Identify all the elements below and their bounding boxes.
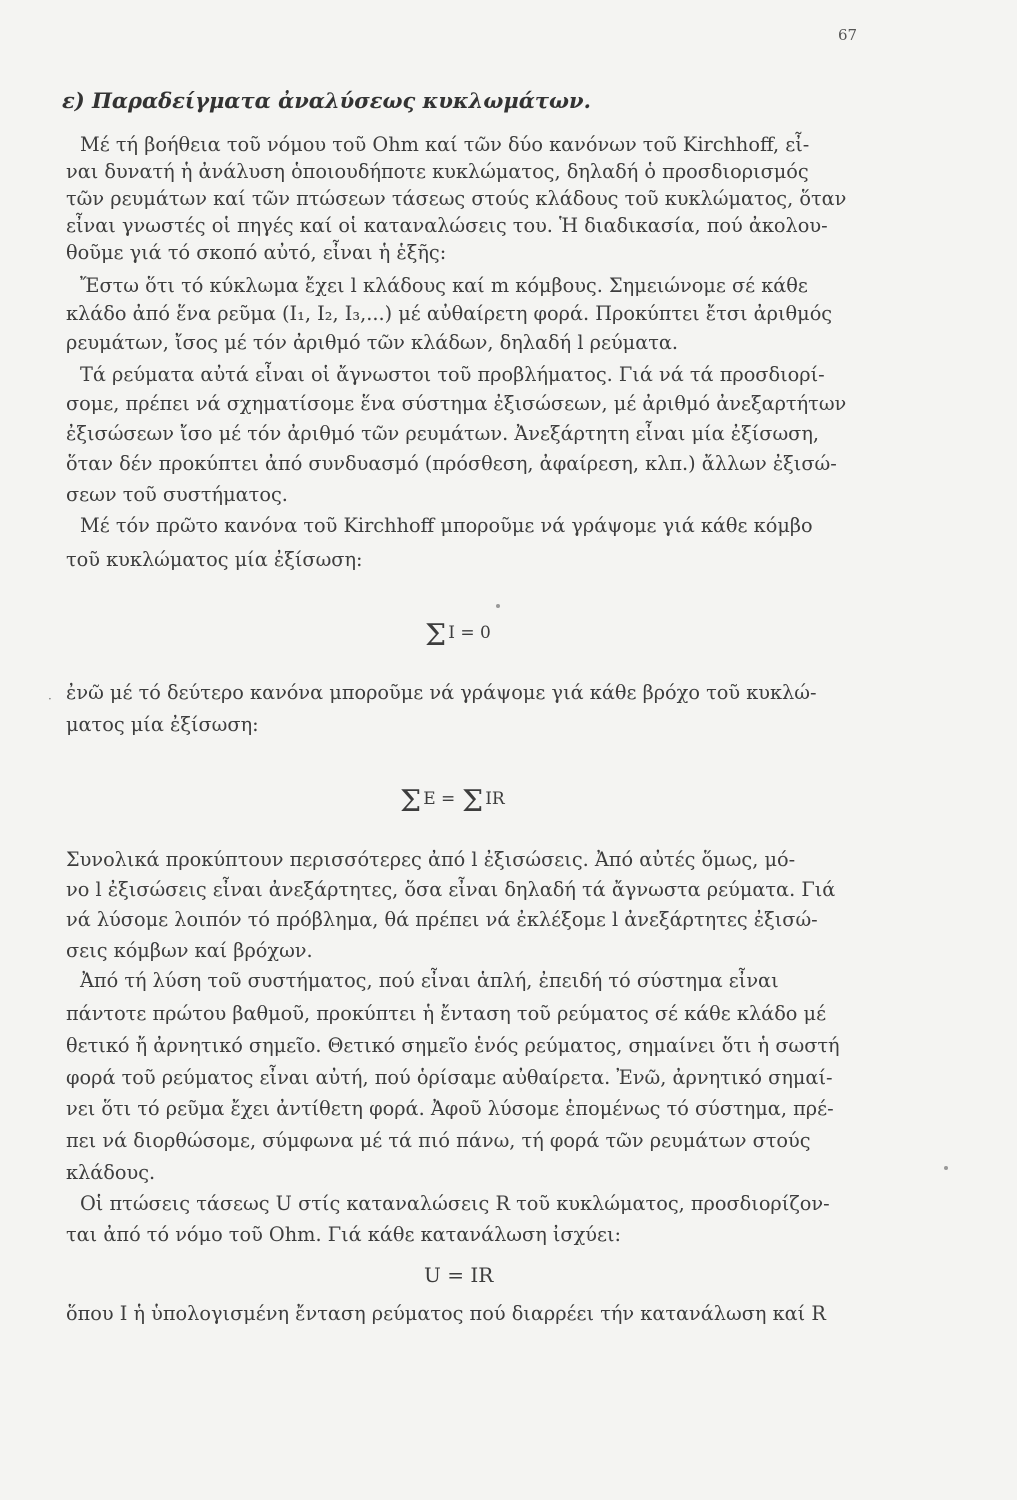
text-line: σεων τοῦ συστήματος.: [66, 483, 288, 506]
text-line: ὅπου I ἡ ὑπολογισμένη ἔνταση ρεύματος πού διαρρέει τήν κατανάλωση καί R: [66, 1302, 826, 1325]
text-line: ματος μία ἐξίσωση:: [66, 713, 259, 736]
text-line: νά λύσομε λοιπόν τό πρόβλημα, θά πρέπει νά ἐκλέξομε l ἀνεξάρτητες ἐξισώ-: [66, 908, 818, 931]
equation-kirchhoff-2: [400, 784, 505, 819]
text-line: ἐνῶ μέ τό δεύτερο κανόνα μποροῦμε νά γράψομε γιά κάθε βρόχο τοῦ κυκλώ-: [66, 681, 817, 704]
text-line: νο l ἐξισώσεις εἶναι ἀνεξάρτητες, ὅσα εἶναι δηλαδή τά ἄγνωστα ρεύματα. Γιά: [66, 878, 836, 901]
text-line: ρευμάτων, ἴσος μέ τόν ἀριθμό τῶν κλάδων, δηλαδή l ρεύματα.: [66, 331, 679, 354]
text-line: πει νά διορθώσομε, σύμφωνα μέ τά πιό πάνω, τή φορά τῶν ρευμάτων στούς: [66, 1129, 811, 1152]
section-heading: ε) Παραδείγματα ἀναλύσεως κυκλωμάτων.: [62, 88, 591, 113]
text-line: ναι δυνατή ἡ ἀνάλυση ὁποιουδήποτε κυκλώματος, δηλαδή ὁ προσδιορισμός: [66, 160, 809, 183]
text-line: τοῦ κυκλώματος μία ἐξίσωση:: [66, 548, 363, 571]
text-line: πάντοτε πρώτου βαθμοῦ, προκύπτει ἡ ἔνταση τοῦ ρεύματος σέ κάθε κλάδο μέ: [66, 1002, 827, 1025]
sigma-symbol: Σ: [461, 784, 484, 819]
print-speck: [944, 1166, 948, 1170]
print-speck: [496, 604, 500, 608]
text-line: κλάδο ἀπό ἕνα ρεῦμα (I₁, I₂, I₃,...) μέ αὐθαίρετη φορά. Προκύπτει ἔτσι ἀριθμός: [66, 302, 833, 325]
equation-ohm: U = IR: [424, 1263, 494, 1287]
text-line: Μέ τόν πρῶτο κανόνα τοῦ Kirchhoff μποροῦμε νά γράψομε γιά κάθε κόμβο: [80, 514, 813, 537]
text-line: θετικό ἤ ἀρνητικό σημεῖο. Θετικό σημεῖο ἑνός ρεύματος, σημαίνει ὅτι ἡ σωστή: [66, 1034, 840, 1057]
text-line: Μέ τή βοήθεια τοῦ νόμου τοῦ Ohm καί τῶν δύο κανόνων τοῦ Kirchhoff, εἶ-: [80, 133, 810, 156]
text-line: Ἔστω ὅτι τό κύκλωμα ἔχει l κλάδους καί m κόμβους. Σημειώνομε σέ κάθε: [80, 274, 808, 297]
bullet-mark: ·: [48, 692, 52, 706]
text-line: ται ἀπό τό νόμο τοῦ Ohm. Γιά κάθε κατανάλωση ἰσχύει:: [66, 1223, 622, 1246]
text-line: ὅταν δέν προκύπτει ἀπό συνδυασμό (πρόσθεση, ἀφαίρεση, κλπ.) ἄλλων ἐξισώ-: [66, 452, 837, 475]
text-line: εἶναι γνωστές οἱ πηγές καί οἱ καταναλώσεις του. Ἡ διαδικασία, πού ἀκολου-: [66, 214, 828, 237]
equation-text: E =: [423, 789, 456, 809]
text-line: Τά ρεύματα αὐτά εἶναι οἱ ἄγνωστοι τοῦ προβλήματος. Γιά νά τά προσδιορί-: [80, 363, 825, 386]
equation-kirchhoff-1: [425, 618, 491, 653]
text-line: Οἱ πτώσεις τάσεως U στίς καταναλώσεις R τοῦ κυκλώματος, προσδιορίζον-: [80, 1192, 830, 1215]
text-line: θοῦμε γιά τό σκοπό αὐτό, εἶναι ἡ ἑξῆς:: [66, 241, 447, 264]
text-line: ἐξισώσεων ἴσο μέ τόν ἀριθμό τῶν ρευμάτων. Ἀνεξάρτητη εἶναι μία ἐξίσωση,: [66, 422, 820, 445]
text-line: κλάδους.: [66, 1161, 156, 1184]
text-line: σομε, πρέπει νά σχηματίσομε ἕνα σύστημα ἐξισώσεων, μέ ἀριθμό ἀνεξαρτήτων: [66, 392, 847, 415]
page-number: 67: [838, 26, 858, 44]
text-line: Συνολικά προκύπτουν περισσότερες ἀπό l ἐξισώσεις. Ἀπό αὐτές ὅμως, μό-: [66, 848, 796, 871]
text-line: σεις κόμβων καί βρόχων.: [66, 939, 313, 962]
text-line: νει ὅτι τό ρεῦμα ἔχει ἀντίθετη φορά. Ἀφοῦ λύσομε ἑπομένως τό σύστημα, πρέ-: [66, 1097, 834, 1120]
equation-text: I = 0: [448, 623, 491, 643]
equation-text: IR: [485, 789, 505, 809]
sigma-symbol: Σ: [400, 784, 422, 819]
text-line: τῶν ρευμάτων καί τῶν πτώσεων τάσεως στούς κλάδους τοῦ κυκλώματος, ὅταν: [66, 187, 847, 210]
sigma-symbol: Σ: [425, 618, 447, 653]
text-line: Ἀπό τή λύση τοῦ συστήματος, πού εἶναι ἁπλή, ἐπειδή τό σύστημα εἶναι: [80, 969, 779, 992]
text-line: φορά τοῦ ρεύματος εἶναι αὐτή, πού ὁρίσαμε αὐθαίρετα. Ἐνῶ, ἀρνητικό σημαί-: [66, 1066, 833, 1089]
